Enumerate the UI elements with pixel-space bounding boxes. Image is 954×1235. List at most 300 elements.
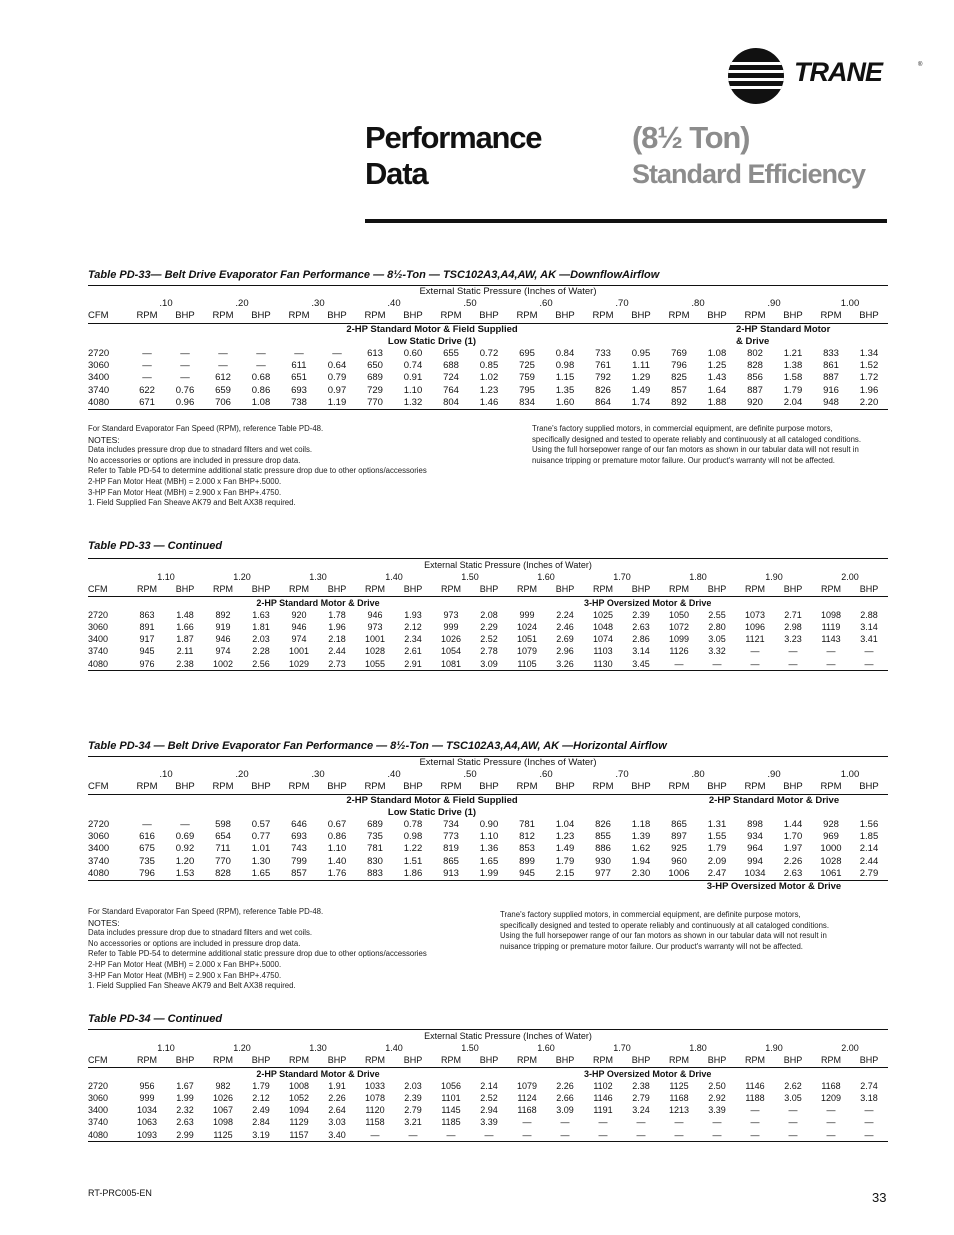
bhp-cell: 1.72 bbox=[859, 372, 879, 384]
rpm-cell: 770 bbox=[215, 855, 231, 867]
notes-heading: NOTES: bbox=[88, 434, 120, 445]
bhp-cell: 2.32 bbox=[176, 1105, 194, 1116]
rpm-cell: 1026 bbox=[212, 1093, 234, 1104]
rpm-cell: 1034 bbox=[736, 868, 774, 881]
rpm-cell: — bbox=[812, 658, 850, 671]
pressure-header: 1.00 bbox=[840, 298, 860, 310]
rpm-header: RPM bbox=[204, 781, 242, 794]
pressure-header: 1.90 bbox=[765, 572, 783, 583]
rpm-header: RPM bbox=[204, 583, 242, 596]
bhp-cell: 2.14 bbox=[480, 1080, 498, 1091]
bhp-cell: — bbox=[698, 1129, 736, 1142]
bhp-cell: 2.46 bbox=[556, 622, 574, 633]
rpm-cell: 1124 bbox=[517, 1093, 537, 1104]
pressure-header: 1.70 bbox=[613, 572, 631, 583]
bhp-header: BHP bbox=[546, 781, 584, 794]
bhp-header: BHP bbox=[166, 310, 204, 323]
bhp-cell: 1.79 bbox=[783, 384, 803, 396]
rpm-cell: 1052 bbox=[288, 1093, 310, 1104]
table-row bbox=[88, 658, 888, 671]
bhp-header: BHP bbox=[318, 310, 356, 323]
rpm-cell: — bbox=[826, 1105, 836, 1116]
rpm-header: RPM bbox=[508, 781, 546, 794]
bhp-cell: 3.05 bbox=[708, 634, 726, 645]
notes-heading: NOTES: bbox=[88, 917, 120, 928]
bhp-cell: 3.26 bbox=[546, 658, 584, 671]
rpm-cell: 650 bbox=[367, 360, 383, 372]
bhp-header: BHP bbox=[166, 583, 204, 596]
bhp-cell: 1.79 bbox=[707, 843, 727, 855]
bhp-header: BHP bbox=[698, 1054, 736, 1067]
pressure-header: .50 bbox=[463, 769, 477, 781]
pressure-header: .20 bbox=[235, 769, 249, 781]
rpm-cell: 892 bbox=[215, 609, 231, 620]
bhp-cell: — bbox=[788, 646, 798, 657]
rpm-cell: 1002 bbox=[204, 658, 242, 671]
cfm-cell: 3400 bbox=[88, 372, 110, 384]
bhp-cell: 1.01 bbox=[251, 843, 271, 855]
bhp-header: BHP bbox=[622, 1054, 660, 1067]
cfm-cell: 3060 bbox=[88, 831, 110, 843]
rpm-cell: 1158 bbox=[365, 1117, 385, 1128]
bhp-cell: — bbox=[180, 372, 190, 384]
bhp-cell: 0.77 bbox=[251, 831, 271, 843]
bhp-cell: 3.18 bbox=[860, 1093, 878, 1104]
rpm-cell: — bbox=[294, 348, 304, 360]
bhp-header: BHP bbox=[166, 781, 204, 794]
bhp-cell: — bbox=[180, 819, 190, 831]
rpm-cell: 689 bbox=[367, 819, 383, 831]
pressure-header: 1.10 bbox=[157, 1043, 175, 1054]
group-label: 3-HP Oversized Motor & Drive bbox=[706, 880, 842, 892]
cfm-cell: 3740 bbox=[88, 1117, 109, 1128]
rpm-cell: 1105 bbox=[508, 658, 546, 671]
rpm-cell: 969 bbox=[823, 831, 839, 843]
bhp-cell: 2.47 bbox=[698, 868, 736, 881]
rpm-cell: 1130 bbox=[584, 658, 622, 671]
page-title bbox=[365, 120, 541, 192]
pressure-header: .20 bbox=[235, 298, 249, 310]
rpm-cell: 1096 bbox=[744, 622, 766, 633]
rpm-header: RPM bbox=[356, 583, 394, 596]
bhp-cell: 2.84 bbox=[252, 1117, 270, 1128]
bhp-cell: 1.29 bbox=[631, 372, 651, 384]
rpm-cell: 853 bbox=[519, 843, 535, 855]
bhp-cell: 1.49 bbox=[555, 843, 575, 855]
rpm-cell: 956 bbox=[139, 1080, 155, 1091]
bhp-header: BHP bbox=[622, 310, 660, 323]
rpm-cell: 655 bbox=[443, 348, 459, 360]
bhp-cell: — bbox=[712, 1117, 722, 1128]
cfm-cell: 3060 bbox=[88, 360, 110, 372]
table-pd34 bbox=[88, 740, 888, 893]
bhp-cell: 2.12 bbox=[252, 1093, 270, 1104]
title-line-2: Data bbox=[365, 156, 428, 191]
bhp-cell: 1.10 bbox=[479, 831, 499, 843]
rpm-cell: 802 bbox=[747, 348, 763, 360]
rpm-cell: 1074 bbox=[592, 634, 614, 645]
rpm-cell: 598 bbox=[215, 819, 231, 831]
rpm-cell: 689 bbox=[367, 372, 383, 384]
rpm-cell: 1126 bbox=[669, 646, 689, 657]
rpm-cell: 734 bbox=[443, 819, 459, 831]
pressure-header: 1.10 bbox=[157, 572, 175, 583]
bhp-cell: 2.38 bbox=[166, 658, 204, 671]
pressure-header: 1.80 bbox=[689, 572, 707, 583]
rpm-cell: 1056 bbox=[440, 1080, 462, 1091]
bhp-cell: 1.04 bbox=[555, 819, 575, 831]
bhp-cell: 2.49 bbox=[252, 1105, 270, 1116]
rpm-cell: 795 bbox=[519, 384, 535, 396]
rpm-header: RPM bbox=[128, 1054, 166, 1067]
pressure-header: 1.50 bbox=[461, 572, 479, 583]
rpm-cell: 764 bbox=[443, 384, 459, 396]
bhp-cell: 3.32 bbox=[708, 646, 726, 657]
rpm-cell: 1093 bbox=[128, 1129, 166, 1142]
rpm-header: RPM bbox=[584, 583, 622, 596]
bhp-cell: 2.91 bbox=[394, 658, 432, 671]
rpm-cell: 828 bbox=[747, 360, 763, 372]
table-row bbox=[88, 645, 888, 657]
rpm-cell: 693 bbox=[291, 384, 307, 396]
bhp-header: BHP bbox=[698, 781, 736, 794]
bhp-cell: 1.02 bbox=[479, 372, 499, 384]
bhp-cell: 0.72 bbox=[479, 348, 499, 360]
bhp-cell: 2.50 bbox=[708, 1080, 726, 1091]
bhp-cell: 0.67 bbox=[327, 819, 347, 831]
bhp-cell: 1.08 bbox=[242, 397, 280, 410]
table-row bbox=[88, 1080, 888, 1092]
rpm-cell: 960 bbox=[671, 855, 687, 867]
bhp-cell: 2.94 bbox=[480, 1105, 498, 1116]
rpm-cell: 688 bbox=[443, 360, 459, 372]
bhp-header: BHP bbox=[394, 583, 432, 596]
bhp-cell: 2.80 bbox=[708, 622, 726, 633]
pressure-header: .60 bbox=[539, 298, 553, 310]
cfm-cell: 2720 bbox=[88, 819, 110, 831]
pressure-header: .30 bbox=[311, 769, 325, 781]
bhp-header: BHP bbox=[470, 781, 508, 794]
notes-pd34 bbox=[88, 907, 508, 992]
bhp-cell: — bbox=[850, 1129, 888, 1142]
cfm-spacer bbox=[88, 1042, 128, 1054]
bhp-cell: 0.60 bbox=[403, 348, 423, 360]
bhp-cell: 2.24 bbox=[556, 609, 574, 620]
rpm-header: RPM bbox=[204, 1054, 242, 1067]
bhp-cell: 2.88 bbox=[860, 609, 878, 620]
bhp-cell: 1.79 bbox=[252, 1080, 270, 1091]
rpm-cell: 857 bbox=[671, 384, 687, 396]
bhp-cell: 3.09 bbox=[556, 1105, 574, 1116]
rpm-cell: 865 bbox=[671, 819, 687, 831]
bhp-cell: 2.52 bbox=[480, 1093, 498, 1104]
rpm-cell: — bbox=[750, 1105, 760, 1116]
bhp-cell: — bbox=[850, 658, 888, 671]
bhp-cell: 2.08 bbox=[480, 609, 498, 620]
rpm-cell: 770 bbox=[356, 397, 394, 410]
title-rule bbox=[365, 219, 887, 223]
bhp-header: BHP bbox=[394, 781, 432, 794]
bhp-cell: 3.39 bbox=[708, 1105, 726, 1116]
pressure-header: .90 bbox=[767, 298, 781, 310]
rpm-cell: 796 bbox=[671, 360, 687, 372]
bhp-cell: — bbox=[394, 1129, 432, 1142]
bhp-cell: 2.73 bbox=[318, 658, 356, 671]
rpm-cell: 781 bbox=[367, 843, 383, 855]
rpm-cell: 1188 bbox=[745, 1093, 765, 1104]
rpm-header: RPM bbox=[128, 310, 166, 323]
rpm-cell: 1121 bbox=[745, 634, 765, 645]
bhp-cell: 0.92 bbox=[175, 843, 195, 855]
bhp-header: BHP bbox=[774, 310, 812, 323]
bhp-cell: 2.29 bbox=[480, 622, 498, 633]
bhp-cell: 1.56 bbox=[859, 819, 879, 831]
table-row bbox=[88, 856, 888, 868]
group-label: & Drive bbox=[736, 335, 770, 347]
rpm-cell: — bbox=[356, 1129, 394, 1142]
rpm-cell: 826 bbox=[595, 819, 611, 831]
bhp-cell: 1.67 bbox=[176, 1080, 194, 1091]
rpm-cell: 729 bbox=[367, 384, 383, 396]
bhp-cell: 1.31 bbox=[707, 819, 727, 831]
cfm-header: CFM bbox=[88, 1054, 128, 1067]
rpm-header: RPM bbox=[584, 1054, 622, 1067]
pressure-header: 1.40 bbox=[385, 1043, 403, 1054]
bhp-header: BHP bbox=[394, 1054, 432, 1067]
rpm-cell: 1024 bbox=[516, 622, 538, 633]
group-label: 2-HP Standard Motor & Field Supplied bbox=[346, 323, 518, 335]
bhp-header: BHP bbox=[774, 781, 812, 794]
rpm-header: RPM bbox=[432, 310, 470, 323]
table-row bbox=[88, 819, 888, 831]
bhp-cell: 2.63 bbox=[774, 868, 812, 881]
pressure-header: 1.80 bbox=[689, 1043, 707, 1054]
rpm-cell: 946 bbox=[291, 622, 307, 633]
bhp-cell: 1.79 bbox=[555, 855, 575, 867]
bhp-cell: — bbox=[864, 646, 874, 657]
bhp-cell: 1.70 bbox=[783, 831, 803, 843]
bhp-cell: 1.60 bbox=[546, 397, 584, 410]
pressure-header: .40 bbox=[387, 298, 401, 310]
pressure-header: .10 bbox=[159, 298, 173, 310]
bhp-cell: 0.90 bbox=[479, 819, 499, 831]
rpm-cell: 1000 bbox=[820, 843, 842, 855]
cfm-cell: 3740 bbox=[88, 384, 110, 396]
rpm-header: RPM bbox=[280, 310, 318, 323]
rpm-cell: 622 bbox=[139, 384, 155, 396]
bhp-header: BHP bbox=[242, 310, 280, 323]
bhp-cell: 2.55 bbox=[708, 609, 726, 620]
rpm-cell: 792 bbox=[595, 372, 611, 384]
bhp-cell: 0.78 bbox=[403, 819, 423, 831]
table-caption: Table PD-33— Belt Drive Evaporator Fan Performance — 8½-Ton — TSC102A3,A4,AW, AK —DownflowAirflow bbox=[88, 269, 660, 281]
bhp-cell: 2.04 bbox=[774, 397, 812, 410]
rpm-cell: — bbox=[142, 348, 152, 360]
note-line: 3-HP Fan Motor Heat (MBH) = 2.900 x Fan BHP+.4750. bbox=[88, 970, 282, 980]
rpm-cell: 861 bbox=[823, 360, 839, 372]
group-label: 2-HP Standard Motor & Drive bbox=[256, 1068, 380, 1079]
table-pd33 bbox=[88, 269, 888, 410]
table-row bbox=[88, 1129, 888, 1142]
bhp-cell: 2.12 bbox=[404, 622, 422, 633]
bhp-cell: 1.74 bbox=[622, 397, 660, 410]
cfm-cell: 4080 bbox=[88, 397, 128, 410]
bhp-cell: 3.41 bbox=[860, 634, 878, 645]
bhp-cell: 2.30 bbox=[622, 868, 660, 881]
rpm-cell: — bbox=[432, 1129, 470, 1142]
cfm-spacer bbox=[88, 571, 128, 583]
bhp-cell: 2.66 bbox=[556, 1093, 574, 1104]
bhp-cell: 1.25 bbox=[707, 360, 727, 372]
bhp-cell: — bbox=[636, 1117, 646, 1128]
rpm-cell: 855 bbox=[595, 831, 611, 843]
rpm-cell: 819 bbox=[443, 843, 459, 855]
rpm-cell: 891 bbox=[139, 622, 155, 633]
bhp-cell: 0.98 bbox=[555, 360, 575, 372]
bhp-cell: 2.39 bbox=[632, 609, 650, 620]
rpm-cell: 1103 bbox=[593, 646, 613, 657]
bhp-cell: 1.11 bbox=[632, 360, 650, 372]
rpm-cell: 928 bbox=[823, 819, 839, 831]
pressure-header: .80 bbox=[691, 298, 705, 310]
rpm-cell: 1078 bbox=[364, 1093, 386, 1104]
warranty-note: Trane's factory supplied motors, in commercial equipment, are definite purpose motors, specifically designed and tested to operate reliably and continuously at all cataloged conditions. Using the full horsepower range of our fan motors as shown in our tabular data will not result in nuisance tripping or premature motor failure. Our product's warranty will not be affected. bbox=[532, 424, 861, 465]
rpm-cell: 994 bbox=[747, 855, 763, 867]
trane-logo bbox=[728, 48, 924, 104]
rpm-cell: 999 bbox=[139, 1093, 155, 1104]
rpm-cell: — bbox=[142, 360, 152, 372]
rpm-cell: 1125 bbox=[669, 1080, 689, 1091]
bhp-cell: 0.69 bbox=[175, 831, 195, 843]
bhp-cell: 1.53 bbox=[166, 868, 204, 881]
rpm-cell: — bbox=[674, 1117, 684, 1128]
rpm-cell: 964 bbox=[747, 843, 763, 855]
rpm-header: RPM bbox=[280, 583, 318, 596]
rpm-cell: 654 bbox=[215, 831, 231, 843]
rpm-cell: 833 bbox=[823, 348, 839, 360]
rpm-cell: 1209 bbox=[820, 1093, 842, 1104]
cfm-cell: 3400 bbox=[88, 1105, 109, 1116]
rpm-header: RPM bbox=[736, 583, 774, 596]
bhp-cell: 2.09 bbox=[707, 855, 727, 867]
rpm-cell: 974 bbox=[215, 646, 231, 657]
bhp-header: BHP bbox=[774, 583, 812, 596]
rpm-cell: 693 bbox=[291, 831, 307, 843]
bhp-cell: 1.96 bbox=[859, 384, 879, 396]
cfm-cell: 3060 bbox=[88, 622, 109, 633]
bhp-cell: 0.96 bbox=[166, 397, 204, 410]
brand-wordmark: TRANE bbox=[794, 57, 882, 87]
bhp-header: BHP bbox=[622, 583, 660, 596]
table-row bbox=[88, 1116, 888, 1128]
bhp-cell: — bbox=[788, 1117, 798, 1128]
rpm-cell: 826 bbox=[595, 384, 611, 396]
rpm-cell: 1028 bbox=[820, 855, 842, 867]
rpm-cell: 883 bbox=[356, 868, 394, 881]
bhp-cell: 2.64 bbox=[328, 1105, 346, 1116]
bhp-header: BHP bbox=[850, 310, 888, 323]
bhp-cell: 1.94 bbox=[631, 855, 651, 867]
rpm-cell: 724 bbox=[443, 372, 459, 384]
pressure-header: 2.00 bbox=[841, 572, 859, 583]
cfm-cell: 3740 bbox=[88, 646, 109, 657]
bhp-cell: 2.78 bbox=[480, 646, 498, 657]
rpm-cell: 612 bbox=[215, 372, 231, 384]
rpm-cell: 611 bbox=[291, 360, 307, 372]
bhp-cell: 1.55 bbox=[707, 831, 727, 843]
rpm-header: RPM bbox=[812, 1054, 850, 1067]
rpm-cell: — bbox=[598, 1117, 608, 1128]
bhp-cell: 1.99 bbox=[176, 1093, 194, 1104]
bhp-cell: 3.23 bbox=[784, 634, 802, 645]
bhp-cell: 2.14 bbox=[859, 843, 879, 855]
rpm-cell: 934 bbox=[747, 831, 763, 843]
rpm-cell: 1157 bbox=[280, 1129, 318, 1142]
rpm-cell: 974 bbox=[291, 634, 307, 645]
rpm-header: RPM bbox=[356, 781, 394, 794]
bhp-cell: 1.81 bbox=[252, 622, 270, 633]
bhp-cell: 3.45 bbox=[622, 658, 660, 671]
rpm-header: RPM bbox=[812, 781, 850, 794]
pressure-header: 1.00 bbox=[840, 769, 860, 781]
rpm-cell: — bbox=[750, 1117, 760, 1128]
table-row bbox=[88, 1092, 888, 1104]
table-row bbox=[88, 633, 888, 645]
rpm-cell: 920 bbox=[736, 397, 774, 410]
rpm-cell: — bbox=[584, 1129, 622, 1142]
bhp-cell: 1.34 bbox=[859, 348, 879, 360]
bhp-cell: 2.11 bbox=[176, 646, 194, 657]
pressure-header: .90 bbox=[767, 769, 781, 781]
page-subtitle bbox=[632, 120, 865, 192]
rpm-cell: 1033 bbox=[364, 1080, 386, 1091]
rpm-header: RPM bbox=[736, 1054, 774, 1067]
rpm-cell: 1146 bbox=[745, 1080, 765, 1091]
bhp-header: BHP bbox=[242, 781, 280, 794]
rpm-cell: — bbox=[826, 646, 836, 657]
bhp-cell: 1.20 bbox=[175, 855, 195, 867]
bhp-cell: 1.51 bbox=[403, 855, 423, 867]
rpm-cell: 675 bbox=[139, 843, 155, 855]
bhp-cell: 3.40 bbox=[318, 1129, 356, 1142]
bhp-cell: 1.30 bbox=[251, 855, 271, 867]
bhp-cell: 2.79 bbox=[850, 868, 888, 881]
rpm-cell: — bbox=[736, 1129, 774, 1142]
table-row bbox=[88, 868, 888, 881]
table-row bbox=[88, 372, 888, 384]
bhp-cell: 2.38 bbox=[632, 1080, 650, 1091]
bhp-cell: 2.63 bbox=[632, 622, 650, 633]
note-ref: For Standard Evaporator Fan Speed (RPM), reference Table PD-48. bbox=[88, 907, 324, 916]
rpm-cell: 920 bbox=[291, 609, 307, 620]
rpm-header: RPM bbox=[508, 583, 546, 596]
bhp-header: BHP bbox=[470, 310, 508, 323]
rpm-cell: 1001 bbox=[288, 646, 310, 657]
rpm-cell: 781 bbox=[519, 819, 535, 831]
pressure-header: 1.90 bbox=[765, 1043, 783, 1054]
rpm-header: RPM bbox=[584, 310, 622, 323]
table-row bbox=[88, 385, 888, 397]
bhp-cell: 2.44 bbox=[328, 646, 346, 657]
bhp-cell: — bbox=[180, 348, 190, 360]
cfm-cell: 4080 bbox=[88, 658, 128, 671]
bhp-header: BHP bbox=[242, 1054, 280, 1067]
bhp-cell: 1.10 bbox=[403, 384, 423, 396]
bhp-cell: 0.76 bbox=[175, 384, 195, 396]
rpm-header: RPM bbox=[812, 310, 850, 323]
rpm-cell: 1025 bbox=[592, 609, 614, 620]
bhp-header: BHP bbox=[318, 781, 356, 794]
